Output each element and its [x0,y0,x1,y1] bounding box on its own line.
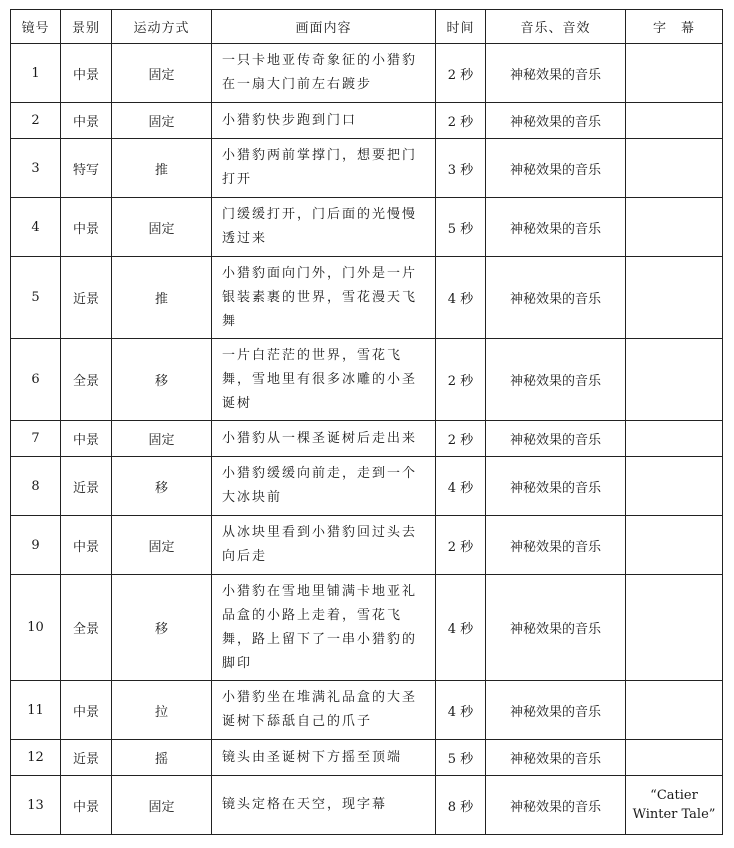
cell-scene-content: 小猎豹从一棵圣诞树后走出来 [212,421,436,457]
header-subtitle: 字 幕 [626,10,723,44]
cell-camera-movement: 固定 [112,516,212,575]
cell-subtitle [626,103,723,139]
cell-scene-content: 小猎豹两前掌撑门，想要把门打开 [212,139,436,198]
cell-scene-content: 镜头由圣诞树下方摇至顶端 [212,740,436,776]
cell-camera-movement: 移 [112,575,212,681]
cell-music-sound: 神秘效果的音乐 [486,139,626,198]
header-shot-number: 镜号 [11,10,61,44]
cell-camera-movement: 摇 [112,740,212,776]
table-row [11,44,723,103]
cell-shot-scale: 中景 [61,516,112,575]
cell-music-sound: 神秘效果的音乐 [486,516,626,575]
cell-subtitle [626,257,723,339]
cell-camera-movement: 固定 [112,103,212,139]
cell-shot-scale: 近景 [61,257,112,339]
cell-shot-scale: 中景 [61,776,112,835]
cell-scene-content: 小猎豹在雪地里铺满卡地亚礼品盒的小路上走着，雪花飞舞，路上留下了一串小猎豹的脚印 [212,575,436,681]
cell-music-sound: 神秘效果的音乐 [486,339,626,421]
cell-music-sound: 神秘效果的音乐 [486,198,626,257]
cell-camera-movement: 推 [112,257,212,339]
cell-shot-scale: 中景 [61,103,112,139]
cell-subtitle [626,681,723,740]
cell-shot-scale: 近景 [61,457,112,516]
cell-scene-content: 门缓缓打开，门后面的光慢慢透过来 [212,198,436,257]
cell-shot-number: 8 [11,457,61,516]
cell-duration: 2 秒 [436,421,486,457]
cell-music-sound: 神秘效果的音乐 [486,575,626,681]
cell-subtitle [626,421,723,457]
cell-shot-number: 6 [11,339,61,421]
cell-camera-movement: 固定 [112,421,212,457]
cell-shot-scale: 全景 [61,575,112,681]
cell-shot-number: 2 [11,103,61,139]
cell-shot-number: 11 [11,681,61,740]
cell-shot-scale: 中景 [61,421,112,457]
cell-scene-content: 小猎豹面向门外，门外是一片银装素裹的世界，雪花漫天飞舞 [212,257,436,339]
cell-subtitle [626,575,723,681]
cell-shot-number: 10 [11,575,61,681]
header-shot-scale: 景别 [61,10,112,44]
table-row [11,457,723,516]
cell-scene-content: 从冰块里看到小猎豹回过头去向后走 [212,516,436,575]
cell-shot-scale: 中景 [61,681,112,740]
cell-music-sound: 神秘效果的音乐 [486,103,626,139]
storyboard-table [10,9,723,835]
table-row [11,776,723,835]
cell-duration: 2 秒 [436,103,486,139]
cell-subtitle [626,740,723,776]
cell-subtitle [626,457,723,516]
cell-subtitle [626,516,723,575]
cell-shot-number: 7 [11,421,61,457]
cell-music-sound: 神秘效果的音乐 [486,457,626,516]
cell-music-sound: 神秘效果的音乐 [486,776,626,835]
cell-camera-movement: 固定 [112,198,212,257]
cell-camera-movement: 移 [112,339,212,421]
cell-camera-movement: 固定 [112,776,212,835]
cell-subtitle [626,44,723,103]
cell-shot-number: 1 [11,44,61,103]
table-row [11,139,723,198]
cell-duration: 3 秒 [436,139,486,198]
cell-camera-movement: 推 [112,139,212,198]
cell-scene-content: 小猎豹缓缓向前走，走到一个大冰块前 [212,457,436,516]
table-row [11,516,723,575]
cell-shot-number: 9 [11,516,61,575]
cell-subtitle [626,339,723,421]
table-row [11,681,723,740]
table-row [11,575,723,681]
header-duration: 时间 [436,10,486,44]
cell-music-sound: 神秘效果的音乐 [486,421,626,457]
cell-shot-scale: 特写 [61,139,112,198]
cell-music-sound: 神秘效果的音乐 [486,257,626,339]
cell-shot-scale: 近景 [61,740,112,776]
cell-shot-number: 4 [11,198,61,257]
cell-scene-content: 一只卡地亚传奇象征的小猎豹在一扇大门前左右踱步 [212,44,436,103]
cell-shot-scale: 中景 [61,198,112,257]
table-row [11,740,723,776]
cell-duration: 4 秒 [436,457,486,516]
table-row [11,103,723,139]
cell-subtitle: “Catier Winter Tale” [626,776,723,835]
cell-shot-number: 12 [11,740,61,776]
cell-duration: 5 秒 [436,740,486,776]
cell-duration: 4 秒 [436,681,486,740]
header-music-sound: 音乐、音效 [486,10,626,44]
cell-camera-movement: 移 [112,457,212,516]
cell-duration: 4 秒 [436,257,486,339]
cell-music-sound: 神秘效果的音乐 [486,740,626,776]
cell-shot-number: 5 [11,257,61,339]
cell-duration: 2 秒 [436,516,486,575]
cell-scene-content: 一片白茫茫的世界，雪花飞舞，雪地里有很多冰雕的小圣诞树 [212,339,436,421]
cell-duration: 8 秒 [436,776,486,835]
table-row [11,421,723,457]
cell-duration: 2 秒 [436,339,486,421]
cell-camera-movement: 拉 [112,681,212,740]
cell-music-sound: 神秘效果的音乐 [486,44,626,103]
header-camera-movement: 运动方式 [112,10,212,44]
cell-shot-number: 13 [11,776,61,835]
header-row [11,10,723,44]
table-row [11,339,723,421]
table-row [11,198,723,257]
cell-scene-content: 小猎豹快步跑到门口 [212,103,436,139]
cell-shot-number: 3 [11,139,61,198]
cell-shot-scale: 全景 [61,339,112,421]
header-scene-content: 画面内容 [212,10,436,44]
cell-subtitle [626,198,723,257]
cell-duration: 5 秒 [436,198,486,257]
cell-shot-scale: 中景 [61,44,112,103]
table-row [11,257,723,339]
cell-music-sound: 神秘效果的音乐 [486,681,626,740]
cell-scene-content: 小猎豹坐在堆满礼品盒的大圣诞树下舔舐自己的爪子 [212,681,436,740]
cell-duration: 4 秒 [436,575,486,681]
cell-duration: 2 秒 [436,44,486,103]
cell-subtitle [626,139,723,198]
cell-scene-content: 镜头定格在天空，现字幕 [212,776,436,835]
cell-camera-movement: 固定 [112,44,212,103]
